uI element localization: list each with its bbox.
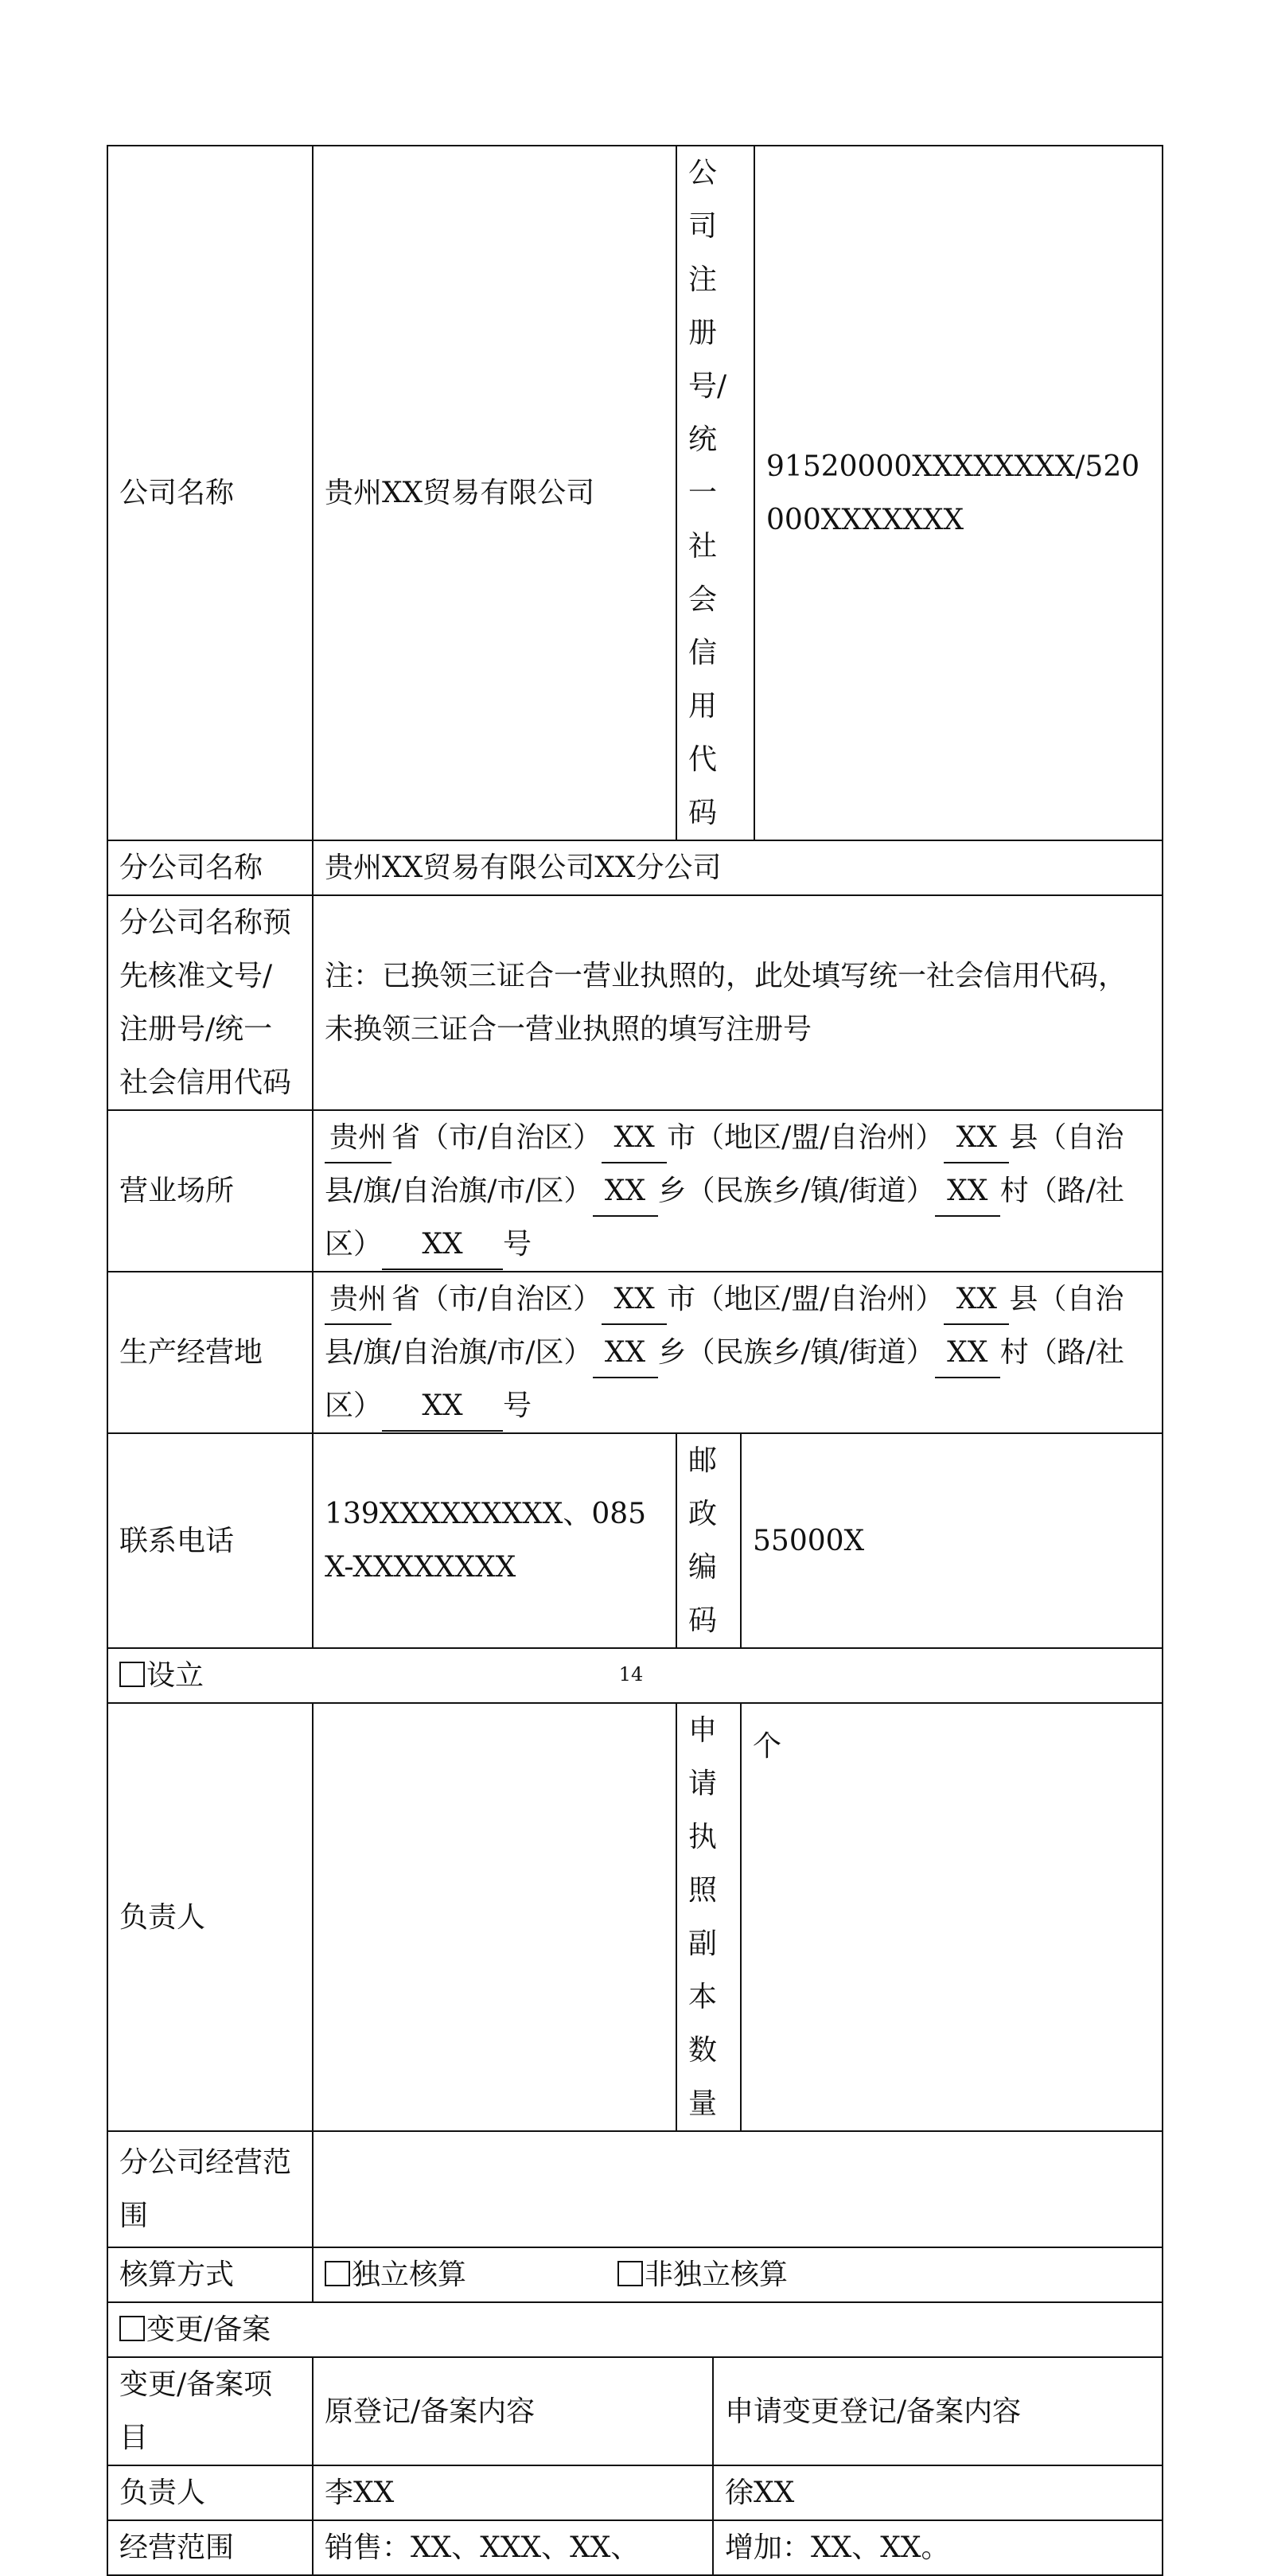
business-place-address — [313, 1110, 1163, 1272]
accounting-row — [107, 2247, 1163, 2302]
business-place-town: XX — [593, 1167, 658, 1217]
change-row-item: 经营范围 — [107, 2520, 313, 2575]
page-number: 14 — [618, 1663, 644, 1686]
accounting-label: 核算方式 — [107, 2247, 313, 2302]
non-independent-label: 非独立核算 — [645, 2258, 789, 2291]
production-place-province-text: 省（市/自治区） — [391, 1283, 602, 1315]
business-place-village: XX — [935, 1167, 1000, 1217]
business-place-city: XX — [602, 1114, 667, 1163]
branch-approval-label: 分公司名称预先核准文号/注册号/统一社会信用代码 — [107, 895, 313, 1110]
accounting-options — [313, 2247, 1163, 2302]
business-place-city-text: 市（地区/盟/自治州） — [667, 1121, 945, 1154]
production-place-address — [313, 1272, 1163, 1433]
non-independent-checkbox[interactable] — [617, 2261, 643, 2286]
phone-label: 联系电话 — [107, 1433, 313, 1648]
change-col-new: 申请变更登记/备案内容 — [713, 2357, 1163, 2465]
independent-label: 独立核算 — [352, 2258, 467, 2291]
change-col-original: 原登记/备案内容 — [313, 2357, 713, 2465]
business-place-number-text: 号 — [503, 1228, 532, 1261]
production-place-province: 贵州 — [325, 1276, 391, 1325]
copies-label: 申请执照副本数量 — [676, 1703, 741, 2131]
production-place-village-text: 村（路/社区） — [325, 1336, 1124, 1422]
scope-label: 分公司经营范围 — [107, 2131, 313, 2247]
copies-unit: 个 — [741, 1703, 1163, 2131]
company-reg-value: 91520000XXXXXXXX/520000XXXXXXX — [754, 146, 1163, 840]
person-label: 负责人 — [107, 1703, 313, 2131]
contact-row — [107, 1433, 1163, 1648]
business-place-village-text: 村（路/社区） — [325, 1175, 1124, 1261]
production-place-county: XX — [944, 1276, 1009, 1325]
business-place-town-text: 乡（民族乡/镇/街道） — [657, 1175, 935, 1207]
branch-approval-row — [107, 895, 1163, 1110]
change-header-row — [107, 2357, 1163, 2465]
table-row — [107, 2465, 1163, 2520]
change-row-new: 徐XX — [713, 2465, 1163, 2520]
table-row — [107, 2520, 1163, 2575]
change-checkbox[interactable] — [119, 2316, 145, 2341]
scope-row — [107, 2131, 1163, 2247]
branch-name-row — [107, 840, 1163, 895]
business-place-number: XX — [382, 1221, 503, 1270]
business-place-province-text: 省（市/自治区） — [391, 1121, 602, 1154]
business-place-label: 营业场所 — [107, 1110, 313, 1272]
business-place-province: 贵州 — [325, 1114, 391, 1163]
production-place-town-text: 乡（民族乡/镇/街道） — [657, 1336, 935, 1369]
production-place-village: XX — [935, 1329, 1000, 1378]
change-row-item: 负责人 — [107, 2465, 313, 2520]
change-section — [107, 2302, 1163, 2357]
change-row-original: 销售：XX、XXX、XX、 — [313, 2520, 713, 2575]
business-place-county: XX — [944, 1114, 1009, 1163]
scope-value[interactable] — [313, 2131, 1163, 2247]
production-place-number-text: 号 — [503, 1389, 532, 1422]
production-place-town: XX — [593, 1329, 658, 1378]
phone-value: 139XXXXXXXXX、085X-XXXXXXXX — [313, 1433, 676, 1648]
production-place-county-text: 县（自治县/旗/自治旗/市/区） — [325, 1283, 1124, 1369]
production-place-number: XX — [382, 1382, 503, 1432]
production-place-row — [107, 1272, 1163, 1433]
company-name-value: 贵州XX贸易有限公司 — [313, 146, 676, 840]
independent-checkbox[interactable] — [325, 2261, 350, 2286]
change-row-new: 增加：XX、XX。 — [713, 2520, 1163, 2575]
business-place-county-text: 县（自治县/旗/自治旗/市/区） — [325, 1121, 1124, 1207]
change-section-row — [107, 2302, 1163, 2357]
registration-form-table — [107, 145, 1163, 2576]
branch-approval-note: 注：已换领三证合一营业执照的，此处填写统一社会信用代码，未换领三证合一营业执照的填写注册号 — [313, 895, 1163, 1110]
production-place-label: 生产经营地 — [107, 1272, 313, 1433]
production-place-city-text: 市（地区/盟/自治州） — [667, 1283, 945, 1315]
establish-person-row — [107, 1703, 1163, 2131]
person-value[interactable] — [313, 1703, 676, 2131]
change-section-label: 变更/备案 — [146, 2313, 271, 2346]
production-place-city: XX — [602, 1276, 667, 1325]
postal-label: 邮政编码 — [676, 1433, 741, 1648]
branch-name-label: 分公司名称 — [107, 840, 313, 895]
company-name-label: 公司名称 — [107, 146, 313, 840]
change-row-original: 李XX — [313, 2465, 713, 2520]
business-place-row — [107, 1110, 1163, 1272]
establish-section-label: 设立 — [146, 1659, 204, 1692]
company-reg-label: 公司注册号/统一社会信用代码 — [676, 146, 754, 840]
change-col-item: 变更/备案项目 — [107, 2357, 313, 2465]
postal-value: 55000X — [741, 1433, 1163, 1648]
company-row — [107, 146, 1163, 840]
branch-name-value: 贵州XX贸易有限公司XX分公司 — [313, 840, 1163, 895]
